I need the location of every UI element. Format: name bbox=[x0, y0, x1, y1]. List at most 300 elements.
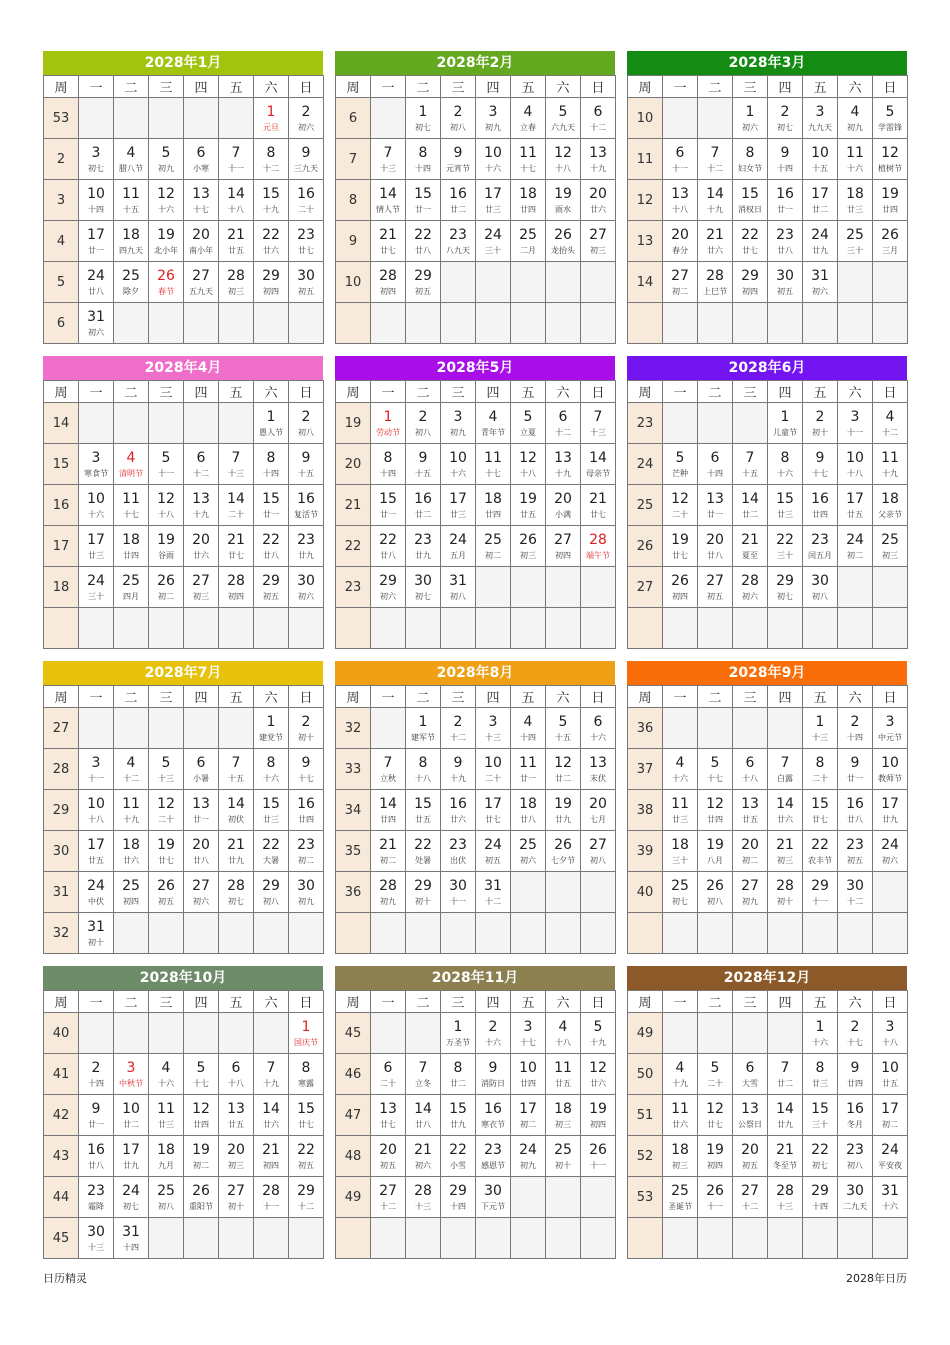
day-cell[interactable] bbox=[803, 139, 838, 180]
day-cell[interactable] bbox=[733, 98, 768, 139]
day-cell[interactable] bbox=[219, 1136, 254, 1177]
day-cell[interactable] bbox=[254, 1054, 289, 1095]
day-cell[interactable] bbox=[546, 98, 581, 139]
day-cell[interactable] bbox=[768, 403, 803, 444]
day-cell[interactable] bbox=[803, 872, 838, 913]
day-cell[interactable] bbox=[873, 1095, 908, 1136]
day-cell[interactable] bbox=[511, 98, 546, 139]
day-cell[interactable] bbox=[254, 1136, 289, 1177]
day-cell[interactable] bbox=[873, 526, 908, 567]
day-cell[interactable] bbox=[546, 1095, 581, 1136]
day-cell[interactable] bbox=[663, 1054, 698, 1095]
day-cell[interactable] bbox=[546, 708, 581, 749]
day-cell[interactable] bbox=[184, 790, 219, 831]
day-cell[interactable] bbox=[511, 790, 546, 831]
day-cell[interactable] bbox=[441, 526, 476, 567]
day-cell[interactable] bbox=[511, 1013, 546, 1054]
day-cell[interactable] bbox=[873, 180, 908, 221]
day-cell[interactable] bbox=[114, 139, 149, 180]
day-cell[interactable] bbox=[406, 708, 441, 749]
day-cell[interactable] bbox=[114, 872, 149, 913]
day-cell[interactable] bbox=[873, 485, 908, 526]
day-cell[interactable] bbox=[698, 485, 733, 526]
day-cell[interactable] bbox=[406, 567, 441, 608]
day-cell[interactable] bbox=[511, 526, 546, 567]
day-cell[interactable] bbox=[511, 1054, 546, 1095]
day-cell[interactable] bbox=[698, 180, 733, 221]
day-cell[interactable] bbox=[441, 1177, 476, 1218]
day-cell[interactable] bbox=[289, 708, 324, 749]
day-cell[interactable] bbox=[289, 1013, 324, 1054]
day-cell[interactable] bbox=[768, 1177, 803, 1218]
day-cell[interactable] bbox=[768, 1095, 803, 1136]
day-cell[interactable] bbox=[289, 1177, 324, 1218]
day-cell[interactable] bbox=[698, 1054, 733, 1095]
day-cell[interactable] bbox=[803, 221, 838, 262]
day-cell[interactable] bbox=[114, 180, 149, 221]
day-cell[interactable] bbox=[371, 831, 406, 872]
day-cell[interactable] bbox=[79, 913, 114, 954]
day-cell[interactable] bbox=[733, 526, 768, 567]
day-cell[interactable] bbox=[441, 180, 476, 221]
day-cell[interactable] bbox=[219, 790, 254, 831]
day-cell[interactable] bbox=[838, 98, 873, 139]
day-cell[interactable] bbox=[733, 872, 768, 913]
day-cell[interactable] bbox=[838, 180, 873, 221]
day-cell[interactable] bbox=[371, 444, 406, 485]
day-cell[interactable] bbox=[289, 485, 324, 526]
day-cell[interactable] bbox=[546, 1013, 581, 1054]
day-cell[interactable] bbox=[289, 872, 324, 913]
day-cell[interactable] bbox=[546, 526, 581, 567]
day-cell[interactable] bbox=[803, 1136, 838, 1177]
day-cell[interactable] bbox=[184, 749, 219, 790]
day-cell[interactable] bbox=[803, 98, 838, 139]
day-cell[interactable] bbox=[768, 749, 803, 790]
day-cell[interactable] bbox=[698, 1177, 733, 1218]
day-cell[interactable] bbox=[254, 708, 289, 749]
day-cell[interactable] bbox=[663, 872, 698, 913]
day-cell[interactable] bbox=[476, 403, 511, 444]
day-cell[interactable] bbox=[476, 1177, 511, 1218]
day-cell[interactable] bbox=[733, 221, 768, 262]
day-cell[interactable] bbox=[803, 1013, 838, 1054]
day-cell[interactable] bbox=[873, 1054, 908, 1095]
day-cell[interactable] bbox=[114, 526, 149, 567]
day-cell[interactable] bbox=[768, 567, 803, 608]
day-cell[interactable] bbox=[511, 403, 546, 444]
day-cell[interactable] bbox=[371, 790, 406, 831]
day-cell[interactable] bbox=[838, 403, 873, 444]
day-cell[interactable] bbox=[581, 1095, 616, 1136]
day-cell[interactable] bbox=[873, 221, 908, 262]
day-cell[interactable] bbox=[149, 1054, 184, 1095]
day-cell[interactable] bbox=[803, 403, 838, 444]
day-cell[interactable] bbox=[114, 1095, 149, 1136]
day-cell[interactable] bbox=[254, 749, 289, 790]
day-cell[interactable] bbox=[371, 1095, 406, 1136]
day-cell[interactable] bbox=[698, 1136, 733, 1177]
day-cell[interactable] bbox=[79, 139, 114, 180]
day-cell[interactable] bbox=[289, 831, 324, 872]
day-cell[interactable] bbox=[476, 139, 511, 180]
day-cell[interactable] bbox=[149, 831, 184, 872]
day-cell[interactable] bbox=[581, 790, 616, 831]
day-cell[interactable] bbox=[149, 221, 184, 262]
day-cell[interactable] bbox=[546, 790, 581, 831]
day-cell[interactable] bbox=[406, 1177, 441, 1218]
day-cell[interactable] bbox=[114, 1054, 149, 1095]
day-cell[interactable] bbox=[511, 749, 546, 790]
day-cell[interactable] bbox=[546, 403, 581, 444]
day-cell[interactable] bbox=[581, 708, 616, 749]
day-cell[interactable] bbox=[838, 1136, 873, 1177]
day-cell[interactable] bbox=[581, 139, 616, 180]
day-cell[interactable] bbox=[768, 485, 803, 526]
day-cell[interactable] bbox=[406, 444, 441, 485]
day-cell[interactable] bbox=[768, 790, 803, 831]
day-cell[interactable] bbox=[219, 749, 254, 790]
day-cell[interactable] bbox=[663, 444, 698, 485]
day-cell[interactable] bbox=[254, 485, 289, 526]
day-cell[interactable] bbox=[803, 567, 838, 608]
day-cell[interactable] bbox=[511, 180, 546, 221]
day-cell[interactable] bbox=[219, 831, 254, 872]
day-cell[interactable] bbox=[698, 1095, 733, 1136]
day-cell[interactable] bbox=[546, 831, 581, 872]
day-cell[interactable] bbox=[254, 872, 289, 913]
day-cell[interactable] bbox=[803, 1095, 838, 1136]
day-cell[interactable] bbox=[79, 180, 114, 221]
day-cell[interactable] bbox=[873, 831, 908, 872]
day-cell[interactable] bbox=[476, 1013, 511, 1054]
day-cell[interactable] bbox=[184, 1177, 219, 1218]
day-cell[interactable] bbox=[219, 139, 254, 180]
day-cell[interactable] bbox=[149, 872, 184, 913]
day-cell[interactable] bbox=[803, 262, 838, 303]
day-cell[interactable] bbox=[289, 1054, 324, 1095]
day-cell[interactable] bbox=[184, 526, 219, 567]
day-cell[interactable] bbox=[663, 831, 698, 872]
day-cell[interactable] bbox=[114, 790, 149, 831]
day-cell[interactable] bbox=[149, 1177, 184, 1218]
day-cell[interactable] bbox=[371, 526, 406, 567]
day-cell[interactable] bbox=[768, 831, 803, 872]
day-cell[interactable] bbox=[698, 221, 733, 262]
day-cell[interactable] bbox=[149, 1095, 184, 1136]
day-cell[interactable] bbox=[441, 749, 476, 790]
day-cell[interactable] bbox=[406, 262, 441, 303]
day-cell[interactable] bbox=[371, 485, 406, 526]
day-cell[interactable] bbox=[289, 262, 324, 303]
day-cell[interactable] bbox=[733, 444, 768, 485]
day-cell[interactable] bbox=[838, 485, 873, 526]
day-cell[interactable] bbox=[768, 139, 803, 180]
day-cell[interactable] bbox=[838, 221, 873, 262]
day-cell[interactable] bbox=[733, 485, 768, 526]
day-cell[interactable] bbox=[289, 749, 324, 790]
day-cell[interactable] bbox=[254, 180, 289, 221]
day-cell[interactable] bbox=[873, 708, 908, 749]
day-cell[interactable] bbox=[838, 1177, 873, 1218]
day-cell[interactable] bbox=[546, 1054, 581, 1095]
day-cell[interactable] bbox=[803, 831, 838, 872]
day-cell[interactable] bbox=[406, 1136, 441, 1177]
day-cell[interactable] bbox=[733, 139, 768, 180]
day-cell[interactable] bbox=[114, 831, 149, 872]
day-cell[interactable] bbox=[803, 1054, 838, 1095]
day-cell[interactable] bbox=[371, 872, 406, 913]
day-cell[interactable] bbox=[873, 749, 908, 790]
day-cell[interactable] bbox=[219, 526, 254, 567]
day-cell[interactable] bbox=[149, 262, 184, 303]
day-cell[interactable] bbox=[254, 1095, 289, 1136]
day-cell[interactable] bbox=[371, 180, 406, 221]
day-cell[interactable] bbox=[289, 139, 324, 180]
day-cell[interactable] bbox=[733, 790, 768, 831]
day-cell[interactable] bbox=[184, 485, 219, 526]
day-cell[interactable] bbox=[803, 485, 838, 526]
day-cell[interactable] bbox=[768, 1136, 803, 1177]
day-cell[interactable] bbox=[406, 180, 441, 221]
day-cell[interactable] bbox=[289, 180, 324, 221]
day-cell[interactable] bbox=[254, 262, 289, 303]
day-cell[interactable] bbox=[581, 1136, 616, 1177]
day-cell[interactable] bbox=[768, 1054, 803, 1095]
day-cell[interactable] bbox=[406, 790, 441, 831]
day-cell[interactable] bbox=[698, 872, 733, 913]
day-cell[interactable] bbox=[371, 262, 406, 303]
day-cell[interactable] bbox=[733, 1136, 768, 1177]
day-cell[interactable] bbox=[511, 831, 546, 872]
day-cell[interactable] bbox=[441, 790, 476, 831]
day-cell[interactable] bbox=[184, 1054, 219, 1095]
day-cell[interactable] bbox=[733, 1177, 768, 1218]
day-cell[interactable] bbox=[406, 139, 441, 180]
day-cell[interactable] bbox=[441, 139, 476, 180]
day-cell[interactable] bbox=[114, 1218, 149, 1259]
day-cell[interactable] bbox=[838, 872, 873, 913]
day-cell[interactable] bbox=[441, 872, 476, 913]
day-cell[interactable] bbox=[406, 221, 441, 262]
day-cell[interactable] bbox=[581, 98, 616, 139]
day-cell[interactable] bbox=[219, 262, 254, 303]
day-cell[interactable] bbox=[441, 221, 476, 262]
day-cell[interactable] bbox=[768, 180, 803, 221]
day-cell[interactable] bbox=[254, 567, 289, 608]
day-cell[interactable] bbox=[733, 567, 768, 608]
day-cell[interactable] bbox=[663, 526, 698, 567]
day-cell[interactable] bbox=[838, 831, 873, 872]
day-cell[interactable] bbox=[803, 708, 838, 749]
day-cell[interactable] bbox=[663, 1177, 698, 1218]
day-cell[interactable] bbox=[371, 221, 406, 262]
day-cell[interactable] bbox=[149, 485, 184, 526]
day-cell[interactable] bbox=[406, 526, 441, 567]
day-cell[interactable] bbox=[219, 1054, 254, 1095]
day-cell[interactable] bbox=[511, 139, 546, 180]
day-cell[interactable] bbox=[149, 567, 184, 608]
day-cell[interactable] bbox=[546, 221, 581, 262]
day-cell[interactable] bbox=[114, 485, 149, 526]
day-cell[interactable] bbox=[441, 444, 476, 485]
day-cell[interactable] bbox=[406, 1054, 441, 1095]
day-cell[interactable] bbox=[441, 831, 476, 872]
day-cell[interactable] bbox=[254, 526, 289, 567]
day-cell[interactable] bbox=[79, 749, 114, 790]
day-cell[interactable] bbox=[79, 1095, 114, 1136]
day-cell[interactable] bbox=[838, 1095, 873, 1136]
day-cell[interactable] bbox=[733, 749, 768, 790]
day-cell[interactable] bbox=[476, 485, 511, 526]
day-cell[interactable] bbox=[768, 98, 803, 139]
day-cell[interactable] bbox=[698, 526, 733, 567]
day-cell[interactable] bbox=[184, 872, 219, 913]
day-cell[interactable] bbox=[511, 485, 546, 526]
day-cell[interactable] bbox=[581, 526, 616, 567]
day-cell[interactable] bbox=[873, 790, 908, 831]
day-cell[interactable] bbox=[803, 749, 838, 790]
day-cell[interactable] bbox=[406, 749, 441, 790]
day-cell[interactable] bbox=[219, 1095, 254, 1136]
day-cell[interactable] bbox=[149, 1136, 184, 1177]
day-cell[interactable] bbox=[79, 526, 114, 567]
day-cell[interactable] bbox=[289, 567, 324, 608]
day-cell[interactable] bbox=[149, 444, 184, 485]
day-cell[interactable] bbox=[581, 403, 616, 444]
day-cell[interactable] bbox=[838, 749, 873, 790]
day-cell[interactable] bbox=[184, 1136, 219, 1177]
day-cell[interactable] bbox=[219, 567, 254, 608]
day-cell[interactable] bbox=[873, 444, 908, 485]
day-cell[interactable] bbox=[476, 708, 511, 749]
day-cell[interactable] bbox=[441, 403, 476, 444]
day-cell[interactable] bbox=[184, 262, 219, 303]
day-cell[interactable] bbox=[79, 790, 114, 831]
day-cell[interactable] bbox=[581, 831, 616, 872]
day-cell[interactable] bbox=[149, 180, 184, 221]
day-cell[interactable] bbox=[873, 403, 908, 444]
day-cell[interactable] bbox=[476, 526, 511, 567]
day-cell[interactable] bbox=[406, 872, 441, 913]
day-cell[interactable] bbox=[289, 526, 324, 567]
day-cell[interactable] bbox=[219, 180, 254, 221]
day-cell[interactable] bbox=[581, 1013, 616, 1054]
day-cell[interactable] bbox=[546, 1136, 581, 1177]
day-cell[interactable] bbox=[476, 790, 511, 831]
day-cell[interactable] bbox=[406, 1095, 441, 1136]
day-cell[interactable] bbox=[733, 180, 768, 221]
day-cell[interactable] bbox=[254, 1177, 289, 1218]
day-cell[interactable] bbox=[476, 180, 511, 221]
day-cell[interactable] bbox=[873, 1177, 908, 1218]
day-cell[interactable] bbox=[838, 790, 873, 831]
day-cell[interactable] bbox=[441, 1054, 476, 1095]
day-cell[interactable] bbox=[289, 790, 324, 831]
day-cell[interactable] bbox=[733, 1095, 768, 1136]
day-cell[interactable] bbox=[698, 790, 733, 831]
day-cell[interactable] bbox=[873, 139, 908, 180]
day-cell[interactable] bbox=[149, 526, 184, 567]
day-cell[interactable] bbox=[511, 444, 546, 485]
day-cell[interactable] bbox=[254, 139, 289, 180]
day-cell[interactable] bbox=[698, 567, 733, 608]
day-cell[interactable] bbox=[663, 790, 698, 831]
day-cell[interactable] bbox=[114, 221, 149, 262]
day-cell[interactable] bbox=[406, 403, 441, 444]
day-cell[interactable] bbox=[371, 403, 406, 444]
day-cell[interactable] bbox=[733, 1054, 768, 1095]
day-cell[interactable] bbox=[476, 221, 511, 262]
day-cell[interactable] bbox=[546, 139, 581, 180]
day-cell[interactable] bbox=[184, 567, 219, 608]
day-cell[interactable] bbox=[546, 485, 581, 526]
day-cell[interactable] bbox=[149, 790, 184, 831]
day-cell[interactable] bbox=[371, 1054, 406, 1095]
day-cell[interactable] bbox=[803, 180, 838, 221]
day-cell[interactable] bbox=[184, 180, 219, 221]
day-cell[interactable] bbox=[581, 749, 616, 790]
day-cell[interactable] bbox=[79, 831, 114, 872]
day-cell[interactable] bbox=[79, 1177, 114, 1218]
day-cell[interactable] bbox=[698, 139, 733, 180]
day-cell[interactable] bbox=[219, 444, 254, 485]
day-cell[interactable] bbox=[663, 221, 698, 262]
day-cell[interactable] bbox=[254, 221, 289, 262]
day-cell[interactable] bbox=[219, 872, 254, 913]
day-cell[interactable] bbox=[254, 98, 289, 139]
day-cell[interactable] bbox=[149, 139, 184, 180]
day-cell[interactable] bbox=[768, 262, 803, 303]
day-cell[interactable] bbox=[254, 444, 289, 485]
day-cell[interactable] bbox=[476, 831, 511, 872]
day-cell[interactable] bbox=[289, 1095, 324, 1136]
day-cell[interactable] bbox=[663, 262, 698, 303]
day-cell[interactable] bbox=[79, 1218, 114, 1259]
day-cell[interactable] bbox=[79, 1054, 114, 1095]
day-cell[interactable] bbox=[476, 444, 511, 485]
day-cell[interactable] bbox=[733, 262, 768, 303]
day-cell[interactable] bbox=[79, 262, 114, 303]
day-cell[interactable] bbox=[79, 1136, 114, 1177]
day-cell[interactable] bbox=[114, 1177, 149, 1218]
day-cell[interactable] bbox=[114, 1136, 149, 1177]
day-cell[interactable] bbox=[184, 444, 219, 485]
day-cell[interactable] bbox=[698, 831, 733, 872]
day-cell[interactable] bbox=[254, 403, 289, 444]
day-cell[interactable] bbox=[254, 790, 289, 831]
day-cell[interactable] bbox=[476, 749, 511, 790]
day-cell[interactable] bbox=[79, 444, 114, 485]
day-cell[interactable] bbox=[663, 1095, 698, 1136]
day-cell[interactable] bbox=[873, 1136, 908, 1177]
day-cell[interactable] bbox=[663, 567, 698, 608]
day-cell[interactable] bbox=[371, 139, 406, 180]
day-cell[interactable] bbox=[698, 262, 733, 303]
day-cell[interactable] bbox=[511, 1136, 546, 1177]
day-cell[interactable] bbox=[546, 444, 581, 485]
day-cell[interactable] bbox=[114, 749, 149, 790]
day-cell[interactable] bbox=[441, 567, 476, 608]
day-cell[interactable] bbox=[768, 872, 803, 913]
day-cell[interactable] bbox=[663, 1136, 698, 1177]
day-cell[interactable] bbox=[289, 98, 324, 139]
day-cell[interactable] bbox=[476, 1054, 511, 1095]
day-cell[interactable] bbox=[511, 708, 546, 749]
day-cell[interactable] bbox=[581, 444, 616, 485]
day-cell[interactable] bbox=[581, 1054, 616, 1095]
day-cell[interactable] bbox=[733, 831, 768, 872]
